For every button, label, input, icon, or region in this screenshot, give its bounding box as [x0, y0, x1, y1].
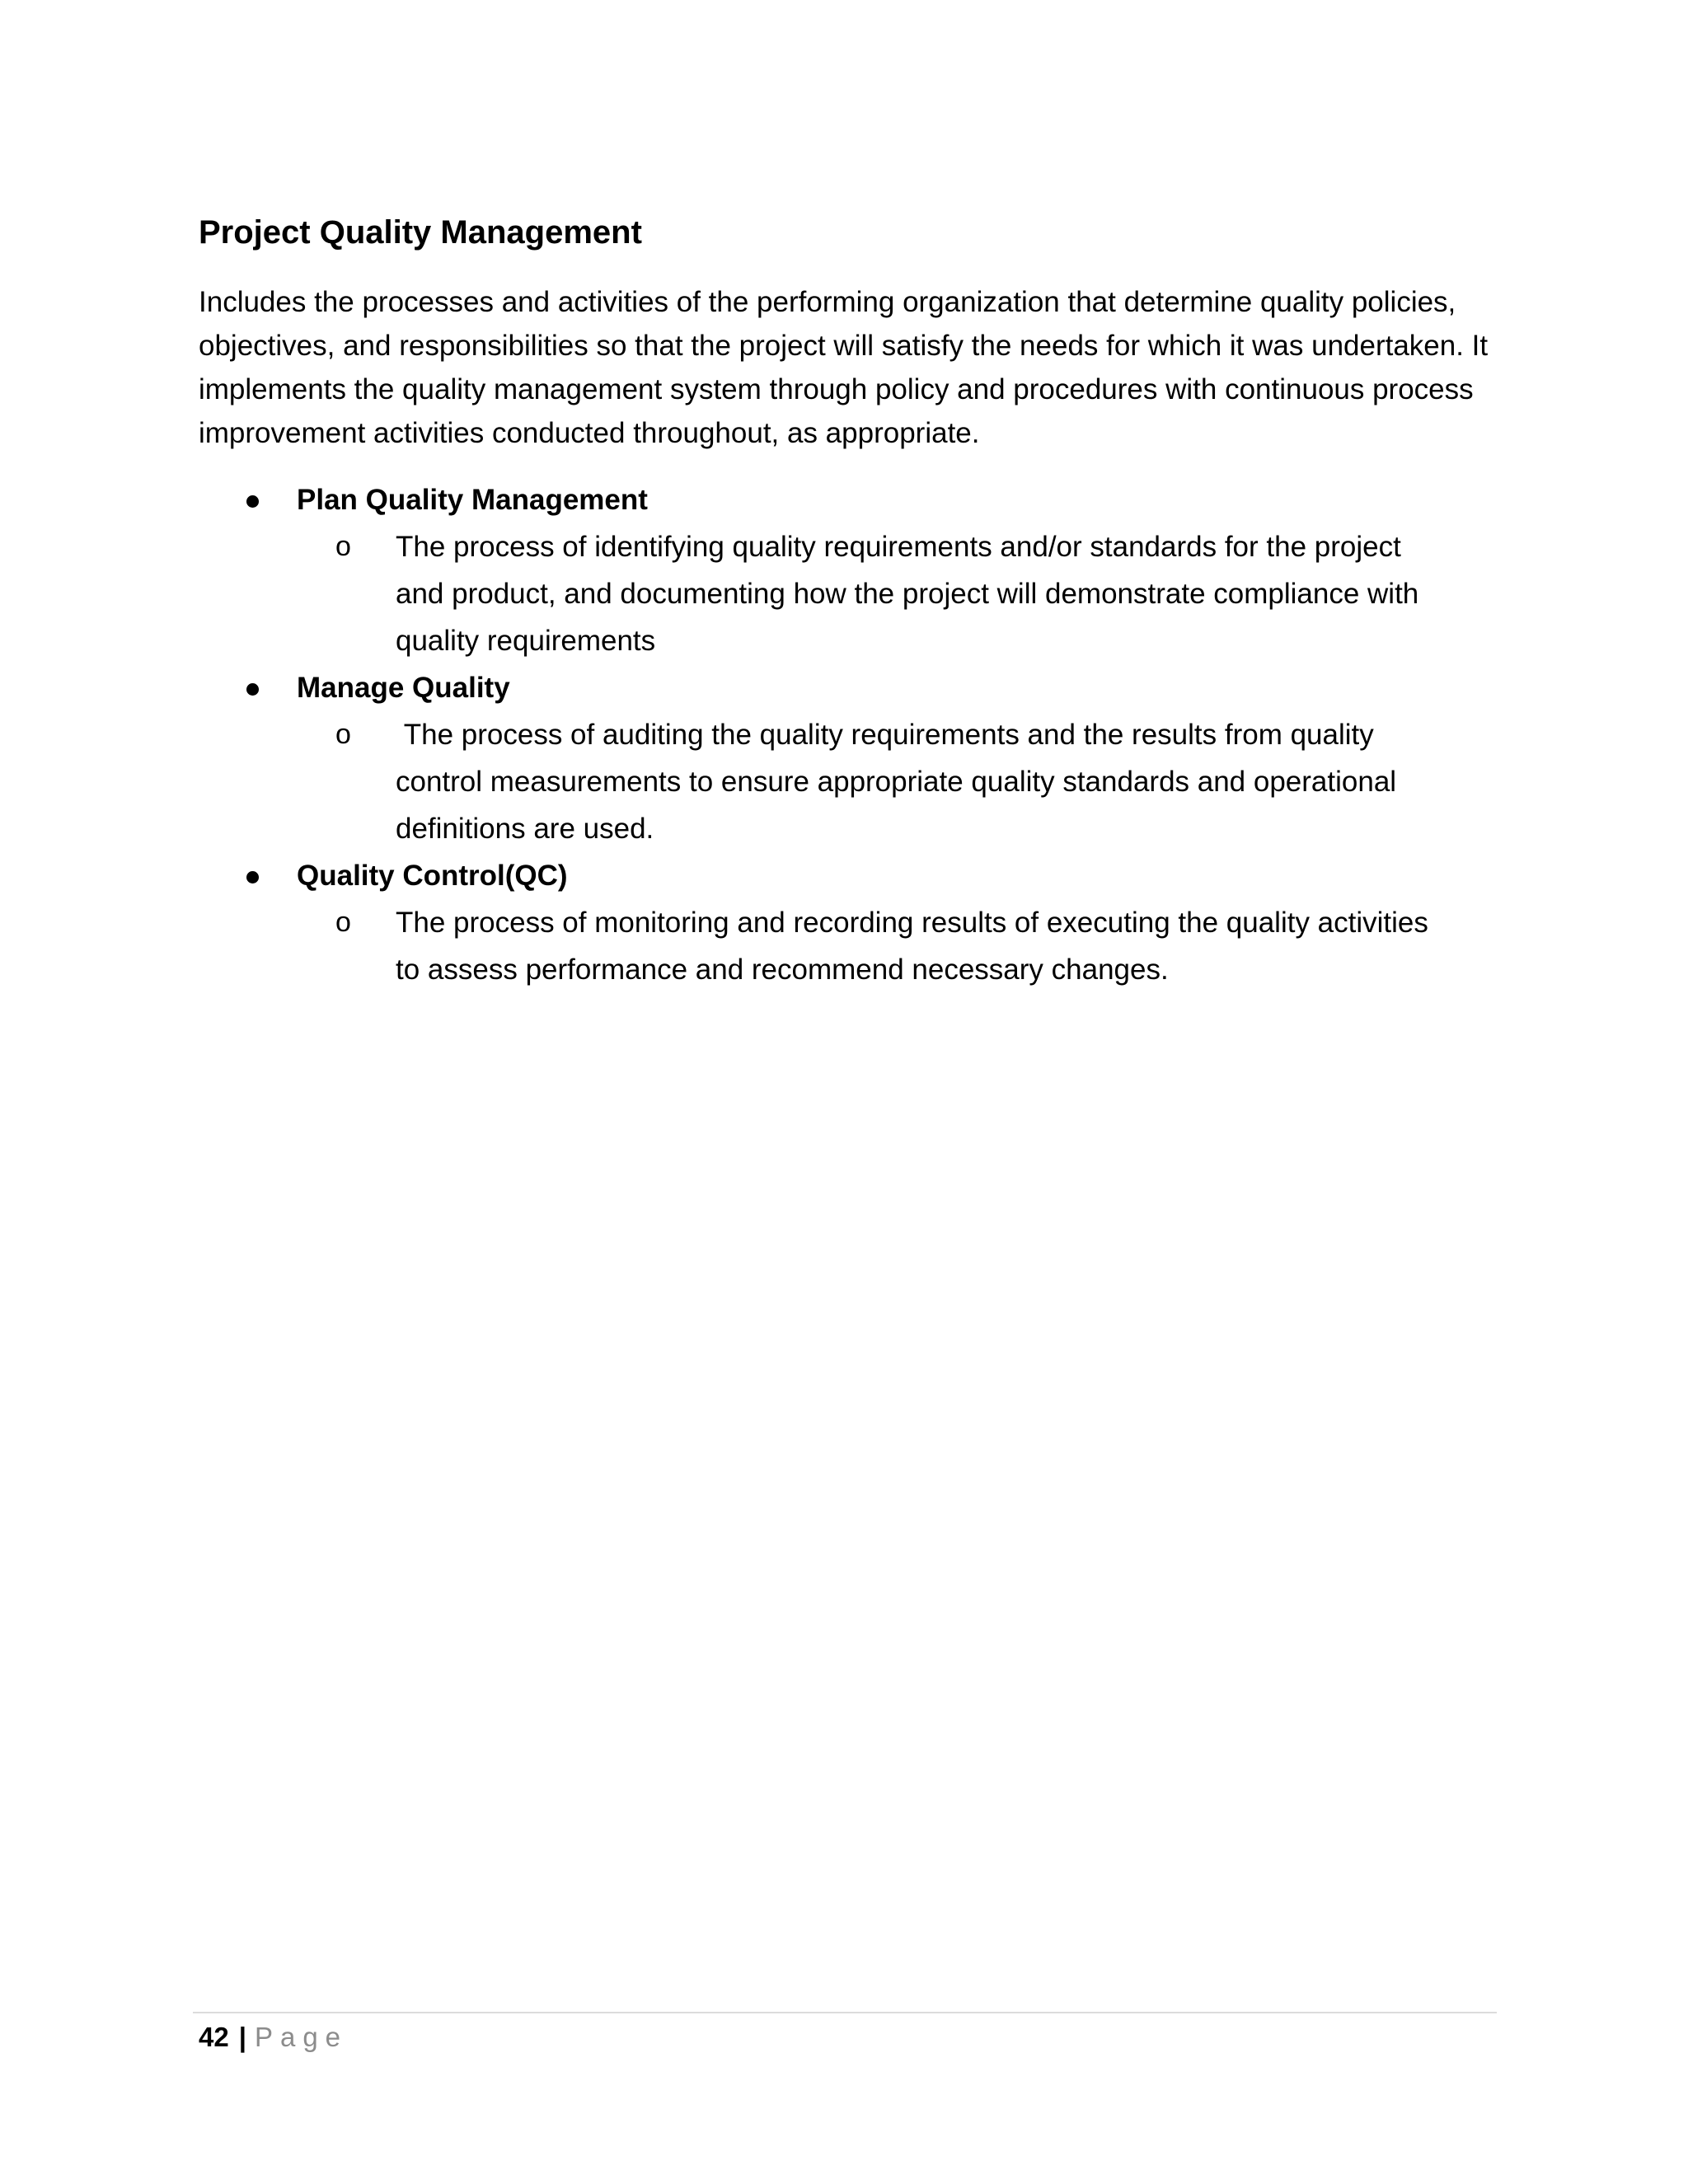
- list-item-title: Quality Control(QC): [297, 860, 568, 892]
- bullet-icon: [246, 871, 259, 883]
- sub-bullet-icon: o: [335, 719, 351, 750]
- list-item-title: Manage Quality: [297, 672, 510, 704]
- list-item-description: [297, 899, 1434, 993]
- page-label: Page: [254, 2022, 349, 2052]
- footer-divider: [193, 2012, 1497, 2013]
- bullet-icon: [246, 495, 259, 508]
- footer-separator: |: [238, 2022, 246, 2052]
- process-list: [199, 476, 1517, 993]
- intro-paragraph: Includes the processes and activities of the performing organization that determine quality policies, objectives, and responsibilities so that the project will satisfy the needs for which it was undertaken. It implements the quality management system through policy and procedures with continuous process improvement activities conducted throughout, as appropriate.: [199, 286, 1489, 449]
- list-item: [199, 476, 1517, 664]
- list-item-description: [297, 523, 1434, 664]
- list-item: [199, 852, 1517, 993]
- list-item-description: [297, 711, 1434, 852]
- list-item-description-text: The process of monitoring and recording results of executing the quality activities to assess performance and recommend necessary changes.: [396, 907, 1428, 986]
- list-item-title: Plan Quality Management: [297, 484, 648, 516]
- sub-bullet-icon: o: [335, 531, 351, 562]
- sub-bullet-icon: o: [335, 907, 351, 938]
- list-item-description-text: The process of identifying quality requirements and/or standards for the project and product, and documenting how the project will demonstrate compliance with quality requirements: [396, 531, 1419, 657]
- section-heading: Project Quality Management: [199, 214, 642, 251]
- list-item-description-text: The process of auditing the quality requirements and the results from quality control measurements to ensure appropriate quality standards and operational definitions are used.: [396, 719, 1404, 845]
- page-number: 42: [199, 2022, 229, 2052]
- page-footer: [199, 2017, 348, 2058]
- bullet-icon: [246, 683, 259, 696]
- list-item: [199, 664, 1517, 852]
